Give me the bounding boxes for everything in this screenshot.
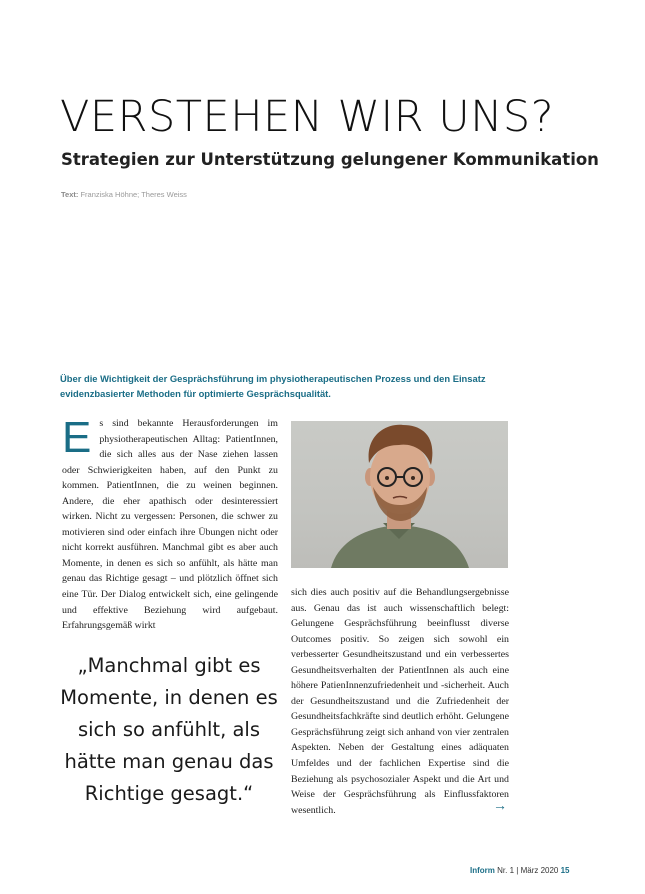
body-text-1: s sind bekannte Herausforderungen im physiotherapeutischen Alltag: PatientInnen, die sich alles aus der Nase ziehen lassen oder Schwierigkeiten haben, auf den Punkt zu kommen. PatientInnen, die zu weinen beginnen. Andere, die eher apathisch oder desinteressiert wirken. Nicht zu vergessen: Personen, die schwer zu motivieren sind oder einfach ihre Übungen nicht oder nicht korrekt ausführen. Manchmal gibt es aber auch Momente, in denen es sich so anfühlt, als hätte man genau das Richtige gesagt – und plötzlich öffnet sich eine Tür. Der Dialog entwickelt sich, eine gelingende und effektive Beziehung wird aufgebaut. Erfahrungsgemäß wirkt <box>62 418 278 632</box>
page-number: 15 <box>560 866 570 875</box>
article-title: VERSTEHEN WIR UNS? <box>60 92 555 142</box>
byline <box>61 190 187 199</box>
footer-issue: Nr. 1 <box>497 866 515 875</box>
footer-brand: Inform <box>470 866 495 875</box>
byline-label: Text: <box>61 190 79 199</box>
footer-separator: | <box>516 866 519 875</box>
body-column-2: sich dies auch positiv auf die Behandlungsergebnisse aus. Genau das ist auch wissenschaftlich belegt: Gelungene Gesprächsführung beeinflusst diverse Outcomes positiv. So zeigen sich sowohl ein verbesserter Gesundheitszustand und ein verbessertes Gesundheitsverhalten der PatientInnen als auch eine höhere PatienInnenzufriedenheit und -sicherheit. Auch der Gesundheitszustand und die Zufriedenheit der Gesundheitsfachkräfte sind deutlich erhöht. Gelungene Gesprächsführung zeigt sich anhand von vier zentralen Aspekten. Neben der Gestaltung eines adäquaten Umfeldes und der fachlichen Expertise sind die Beziehung als psychosozialer Aspekt und die Art und Weise der Gesprächsführung als Einflussfaktoren wesentlich. <box>291 587 509 816</box>
byline-authors: Franziska Höhne; Theres Weiss <box>80 190 187 199</box>
portrait-illustration <box>291 421 508 568</box>
lead-paragraph: Über die Wichtigkeit der Gesprächsführung im physiotherapeutischen Prozess und den Einsatz evidenzbasierter Methoden für optimierte Gesprächsqualität. <box>60 373 486 399</box>
continue-arrow-icon: → <box>493 797 507 813</box>
article-subtitle: Strategien zur Unterstützung gelungener Kommunikation <box>61 150 599 169</box>
drop-cap: E <box>62 413 92 462</box>
portrait-photo-icon <box>291 421 508 568</box>
body-column-1 <box>62 413 278 634</box>
page-footer <box>470 866 570 875</box>
footer-date: März 2020 <box>520 866 559 875</box>
pull-quote: „Manchmal gibt es Momente, in denen es sich so anfühlt, als hätte man genau das Richtige gesagt.“ <box>60 654 278 805</box>
